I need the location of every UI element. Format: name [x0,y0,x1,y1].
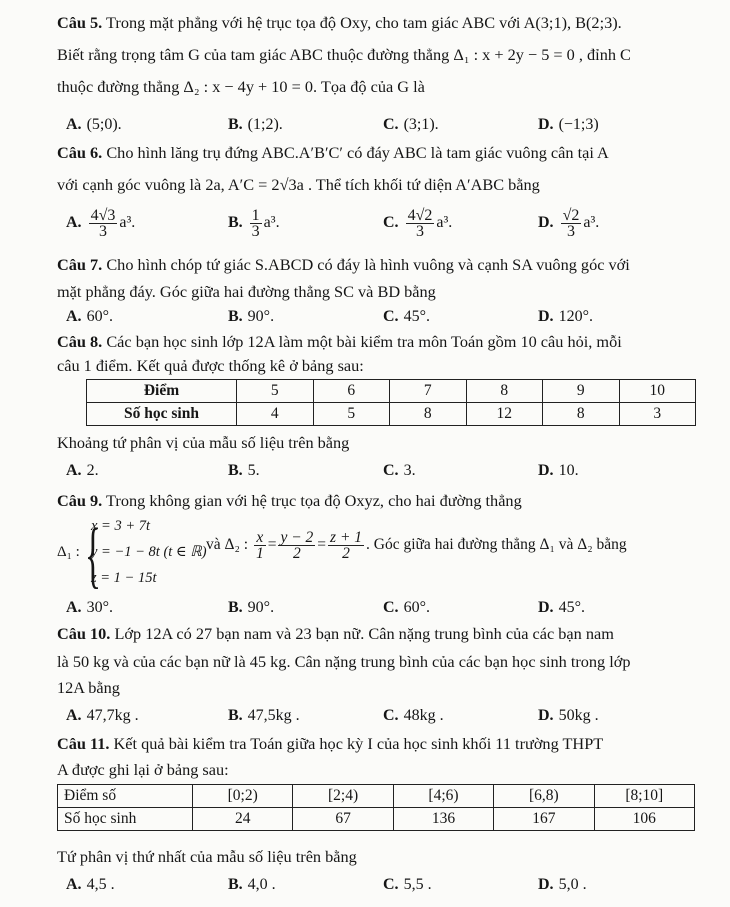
q8-option-a[interactable]: A. 2. [66,462,99,479]
q11-line-1: Câu 11. Kết quả bài kiểm tra Toán giữa học kỳ I của học sinh khối 11 trường THPT [57,734,604,753]
q6-option-b-label: B. [228,214,243,232]
q6-option-a-fraction [89,208,118,239]
q6-options [0,208,730,248]
fraction-denominator: 3 [98,223,107,240]
q5-option-c[interactable]: C. (3;1). [383,116,439,133]
table-row-label: Điểm số [58,785,193,808]
table-cell: [4;6) [393,785,493,808]
q8-option-c[interactable]: C. 3. [383,462,416,479]
q6-option-c[interactable] [383,208,452,239]
fraction-numerator: 4√3 [90,207,116,224]
q9-delta2-line: và Δ₂ : $\frac{x}{1}$ = $\frac{y - 2}{2}$ = $\frac{z + 1}{2}$ . Góc giữa hai đường thẳng Δ₁ và Δ₂ bằng [206,529,627,562]
table-cell: 7 [390,380,467,403]
q6-option-c-fraction [406,208,435,239]
q9-fraction-1 [254,530,266,561]
q11-option-b[interactable]: B. 4,0 . [228,876,276,893]
q11-option-d[interactable]: D. 5,0 . [538,876,587,893]
table-cell: 5 [313,403,390,426]
q6-line-1: Câu 6. Cho hình lăng trụ đứng ABC.A′B′C′ có đáy ABC là tam giác vuông cân tại A [57,143,609,162]
table-cell: 3 [619,403,696,426]
q9-fraction-2 [278,530,315,561]
fraction-denominator: 2 [342,545,350,562]
q9-option-a[interactable]: A. 30°. [66,599,113,616]
q11-option-c[interactable]: C. 5,5 . [383,876,432,893]
table-cell: 12 [466,403,543,426]
fraction-denominator: 3 [251,223,260,240]
q10-line-3: 12A bằng [57,678,120,697]
q7-option-b[interactable]: B. 90°. [228,308,275,325]
table-row [58,785,695,808]
table-row [58,808,695,831]
fraction-numerator: 4√2 [407,207,433,224]
table-cell: 10 [619,380,696,403]
table-cell: 4 [237,403,314,426]
q5-line-2: Biết rằng trọng tâm G của tam giác ABC thuộc đường thẳng Δ₁ : x + 2y − 5 = 0 , đỉnh C [57,45,631,64]
fraction-numerator: y − 2 [280,529,314,546]
q10-option-d[interactable]: D. 50kg . [538,707,599,724]
q9-option-d[interactable]: D. 45°. [538,599,585,616]
q6-option-a-tail: a³. [119,214,136,232]
q8-line-3: Khoảng tứ phân vị của mẫu số liệu trên bằng [57,433,350,452]
fraction-numerator: x [254,530,266,546]
q9-option-c[interactable]: C. 60°. [383,599,430,616]
q6-option-c-label: C. [383,214,399,232]
q5-option-d[interactable]: D. (−1;3) [538,116,599,133]
fraction-numerator: 1 [251,207,260,224]
q6-option-b[interactable] [228,208,280,239]
table-cell: 8 [466,380,543,403]
q6-option-b-tail: a³. [263,214,280,232]
q7-line-2: mặt phẳng đáy. Góc giữa hai đường thẳng SC và BD bằng [57,282,436,301]
q6-option-b-fraction [250,208,262,239]
q9-option-b[interactable]: B. 90°. [228,599,275,616]
q11-line-3: Tứ phân vị thứ nhất của mẫu số liệu trên bằng [57,847,357,866]
q8-line-1: Câu 8. Các bạn học sinh lớp 12A làm một bài kiểm tra môn Toán gồm 10 câu hỏi, mỗi [57,332,622,351]
table-row [87,403,696,426]
table-row [87,380,696,403]
q9-delta1-prefix: Δ₁ : [57,544,80,560]
table-cell: 8 [543,403,620,426]
q11-option-a[interactable]: A. 4,5 . [66,876,115,893]
q7-line-1: Câu 7. Cho hình chóp tứ giác S.ABCD có đáy là hình vuông và cạnh SA vuông góc với [57,255,630,274]
table-row-label: Điểm [87,380,237,403]
q6-option-d-tail: a³. [583,214,600,232]
q11-score-table [57,784,695,831]
table-cell: 24 [193,808,293,831]
q9-line-1: Câu 9. Trong không gian với hệ trục tọa độ Oxyz, cho hai đường thẳng [57,491,522,510]
q10-line-2: là 50 kg và của các bạn nữ là 45 kg. Cân nặng trung bình của các bạn học sinh trong lớp [57,652,631,671]
table-row-label: Số học sinh [58,808,193,831]
q6-option-a[interactable] [66,208,135,239]
table-cell: 136 [393,808,493,831]
q6-option-d-label: D. [538,214,554,232]
q6-option-c-tail: a³. [436,214,453,232]
fraction-denominator: 1 [255,545,264,562]
q6-line-2: với cạnh góc vuông là 2a, A′C = 2√3a . Thể tích khối tứ diện A′ABC bằng [57,175,540,194]
q5-line-1: Câu 5. Trong mặt phẳng với hệ trục tọa độ Oxy, cho tam giác ABC với A(3;1), B(2;3). [57,13,622,32]
fraction-numerator: z + 1 [330,529,363,546]
table-cell: [8;10] [594,785,694,808]
table-cell: 5 [237,380,314,403]
q8-score-table [86,379,696,426]
q9-tail-text: . Góc giữa hai đường thẳng Δ₁ và Δ₂ bằng [366,536,627,554]
table-cell: 9 [543,380,620,403]
q8-line-2: câu 1 điểm. Kết quả được thống kê ở bảng sau: [57,356,364,375]
table-cell: [6,8) [494,785,594,808]
q9-sys-eq-3: z = 1 − 15t [91,570,157,586]
q5-line-3: thuộc đường thẳng Δ₂ : x − 4y + 10 = 0. Tọa độ của G là [57,77,425,96]
q10-option-a[interactable]: A. 47,7kg . [66,707,139,724]
table-cell: [2;4) [293,785,393,808]
q9-sys-eq-1: x = 3 + 7t [91,518,151,534]
q9-and-text: và Δ₂ : [206,536,249,554]
q8-option-b[interactable]: B. 5. [228,462,260,479]
q11-line-2: A được ghi lại ở bảng sau: [57,760,229,779]
fraction-denominator: 3 [566,223,575,240]
fraction-denominator: 3 [415,223,424,240]
q8-option-d[interactable]: D. 10. [538,462,579,479]
q7-option-a[interactable]: A. 60°. [66,308,113,325]
table-row-label: Số học sinh [87,403,237,426]
q9-sys-eq-2: y = −1 − 8t (t ∈ ℝ) [91,544,207,560]
table-cell: 167 [494,808,594,831]
table-cell: 106 [594,808,694,831]
q10-line-1: Câu 10. Lớp 12A có 27 bạn nam và 23 bạn nữ. Cân nặng trung bình của các bạn nam [57,624,614,643]
q9-fraction-3 [328,530,364,561]
table-cell: 8 [390,403,467,426]
table-cell: [0;2) [193,785,293,808]
left-brace-icon: { [85,514,101,596]
table-cell: 6 [313,380,390,403]
q5-option-b[interactable]: B. (1;2). [228,116,283,133]
q5-option-a[interactable]: A. (5;0). [66,116,122,133]
fraction-denominator: 2 [292,545,301,562]
q7-option-c[interactable]: C. 45°. [383,308,430,325]
q10-option-c[interactable]: C. 48kg . [383,707,444,724]
q6-option-d[interactable] [538,208,599,239]
q6-option-a-label: A. [66,214,82,232]
q10-option-b[interactable]: B. 47,5kg . [228,707,300,724]
table-cell: 67 [293,808,393,831]
fraction-numerator: √2 [562,207,580,224]
q7-option-d[interactable]: D. 120°. [538,308,593,325]
q6-option-d-fraction [561,208,582,239]
